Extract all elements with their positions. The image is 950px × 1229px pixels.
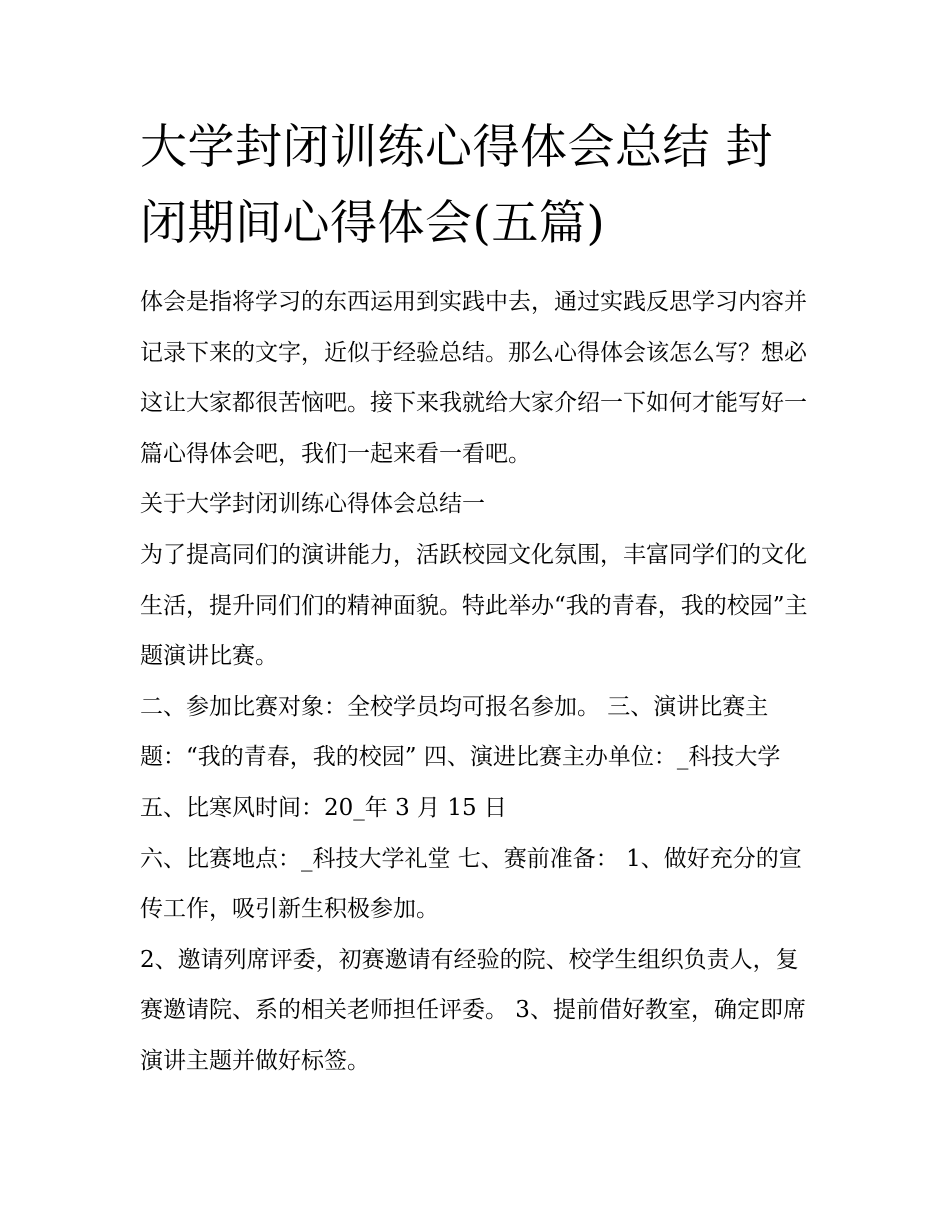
body-paragraph: 六、比赛地点：_科技大学礼堂 七、赛前准备： 1、做好充分的宣传工作，吸引新生积极参加。 <box>140 845 802 923</box>
body-paragraph: 为了提高同们的演讲能力，活跃校园文化氛围，丰富同学们的文化生活，提升同们们的精神面貌。特此举办“我的青春，我的校园”主题演讲比赛。 <box>140 541 808 670</box>
body-paragraph: 2、邀请列席评委，初赛邀请有经验的院、校学生组织负责人，复赛邀请院、系的相关老师担任评委。 3、提前借好教室，确定即席演讲主题并做好标签。 <box>140 946 806 1074</box>
intro-paragraph: 体会是指将学习的东西运用到实践中去，通过实践反思学习内容并记录下来的文字，近似于经验总结。那么心得体会该怎么写？想必这让大家都很苦恼吧。接下来我就给大家介绍一下如何才能写好一篇心得体会吧，我们一起来看一看吧。 <box>140 289 807 467</box>
body-paragraph: 二、参加比赛对象：全校学员均可报名参加。 三、演讲比赛主题：“我的青春，我的校园” 四、演进比赛主办单位：_科技大学 五、比寒风时间：20_年 3 月 15 日 <box>140 693 781 821</box>
section-heading: 关于大学封闭训练心得体会总结一 <box>140 491 485 518</box>
document-body <box>140 277 812 1087</box>
document-title: 大学封闭训练心得体会总结 封闭期间心得体会(五篇) <box>140 120 773 251</box>
